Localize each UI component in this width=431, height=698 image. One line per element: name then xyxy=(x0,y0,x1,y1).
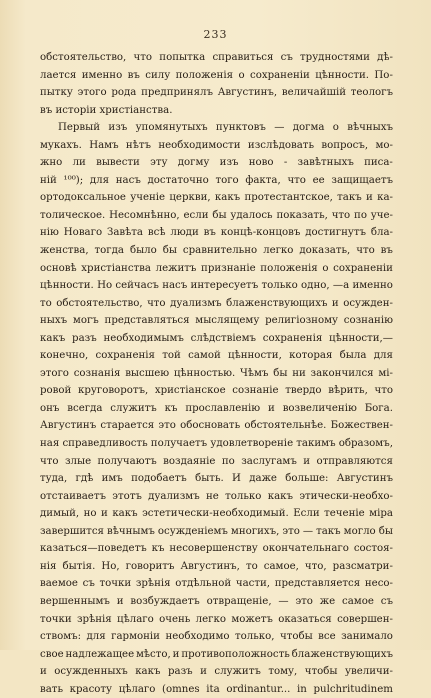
text-line: то обстоятельство, что дуализмъ блаженствующихъ и осужден- xyxy=(40,297,393,309)
text-line: основѣ христіанства лежитъ признаніе положенія о сохраненіи xyxy=(40,262,393,274)
page-number: 233 xyxy=(203,28,228,41)
text-line: лается именно въ силу положенія о сохраненіи цѣнности. По- xyxy=(40,69,393,81)
text-line: нія бытія. Но, говоритъ Августинъ, то самое, что, разсматри- xyxy=(40,560,393,572)
text-line: отстаиваетъ этотъ дуализмъ не только какъ этически-необхо- xyxy=(40,490,393,502)
text-line: онъ всегда служитъ къ прославленію и возвеличенію Бога. xyxy=(40,402,393,414)
text-line: жно ли вывести эту догму изъ ново - завѣтныхъ писа- xyxy=(40,157,393,169)
text-line: казаться—поведетъ къ несовершенству окончательнаго состоя- xyxy=(40,543,393,555)
text-line: что злые получаютъ воздаяніе по заслугамъ и отправляются xyxy=(40,455,393,467)
text-line: Августинъ старается это обосновать обстоятельнѣе. Божествен- xyxy=(40,420,393,432)
text-line: конечно, сохраненія той самой цѣнности, которая была для xyxy=(40,350,393,362)
text-line: свое надлежащее мѣсто, и противоположность блаженствующихъ xyxy=(40,648,393,660)
text-line: ствомъ: для гармоніи необходимо только, чтобы все занимало xyxy=(40,631,393,643)
text-line: толическое. Несомнѣнно, если бы удалось показать, что по уче- xyxy=(40,209,393,221)
text-line: ныхъ могъ представляться мыслящему религіозному сознанію xyxy=(40,315,393,327)
text-line: и осужденныхъ какъ разъ и служитъ тому, чтобы увеличи- xyxy=(40,666,393,678)
text-line: точки зрѣнія цѣлаго очень легко можетъ оказаться совершен- xyxy=(40,613,393,625)
text-line: ваемое съ точки зрѣнія отдѣльной части, представляется несо- xyxy=(40,578,393,590)
text-line: ній ¹⁰⁰); для насъ достаточно того факта, что ее защищаетъ xyxy=(40,174,393,186)
text-line: пытку этого рода предпринялъ Августинъ, величайшій теологъ xyxy=(40,87,393,99)
text-line: вершеннымъ и возбуждаетъ отвращеніе, — это же самое съ xyxy=(40,595,393,607)
text-line: этого сознанія высшею цѣнностью. Чѣмъ бы ни закончился мі- xyxy=(40,367,393,379)
text-line: нію Новаго Завѣта всѣ люди въ концѣ-концовъ достигнутъ бла- xyxy=(40,227,393,239)
text-line: Первый изъ упомянутыхъ пунктовъ — догма о вѣчныхъ xyxy=(58,122,393,134)
body-text xyxy=(40,49,393,698)
text-line: какъ разъ необходимымъ слѣдствіемъ сохраненія цѣнности,— xyxy=(40,332,393,344)
text-line: завершится вѣчнымъ осужденіемъ многихъ, это — такъ могло бы xyxy=(40,525,393,537)
text-line: женства, тогда было бы сравнительно легко доказать, что въ xyxy=(40,245,393,257)
text-line: въ исторіи христіанства. xyxy=(40,104,173,116)
text-line: ровой круговоротъ, христіанское сознаніе твердо вѣрить, что xyxy=(40,385,393,397)
text-line: мукахъ. Намъ нѣтъ необходимости изслѣдовать вопросъ, мо- xyxy=(40,139,393,151)
text-line: туда, гдѣ имъ подобаетъ быть. И даже больше: Августинъ xyxy=(40,473,393,485)
text-line: вать красоту цѣлаго (omnes ita ordinantur... in pulchritudinem xyxy=(40,683,393,695)
text-line: обстоятельство, что попытка справиться съ трудностями дѣ- xyxy=(40,52,393,63)
text-line: ортодоксальное ученіе церкви, какъ протестантское, такъ и ка- xyxy=(40,192,393,204)
text-line: цѣнности. Но сейчасъ насъ интересуетъ только одно, —а именно xyxy=(40,280,393,292)
text-line: димый, но и какъ эстетически-необходимый. Если теченіе міра xyxy=(40,508,393,520)
text-line: ная справедливость получаетъ удовлетвореніе такимъ образомъ, xyxy=(40,438,393,450)
